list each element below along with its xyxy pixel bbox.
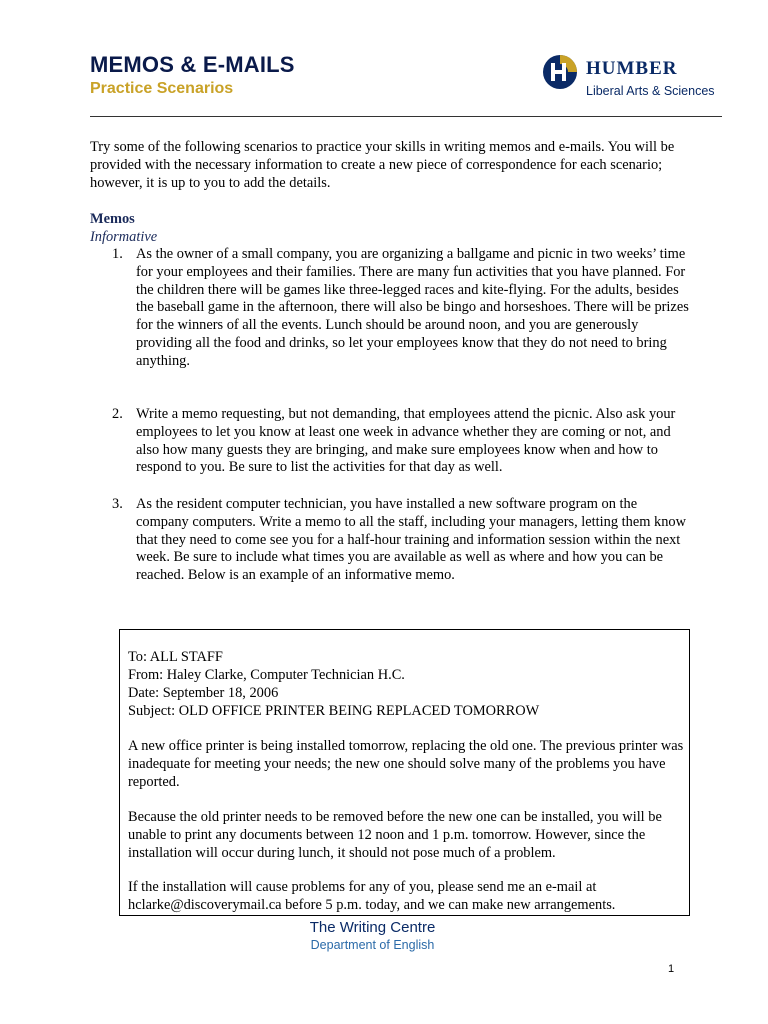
list-item-text: As the owner of a small company, you are organizing a ballgame and picnic in two weeks’ time for your employees and their families. There are many fun activities that you have planned. For the children there will be games like three-legged races and kite-flying. For the adults, besides the baseball game in the afternoon, there will also be bingo and horseshoes. There will be prizes for the winners of all the events. Lunch should be around noon, and you are generously providing all the food and drinks, so let your employees know that they do not need to bring anything. <box>136 246 689 369</box>
list-item-number: 2. <box>112 406 123 422</box>
humber-logo <box>540 52 730 100</box>
document-title: MEMOS & E-MAILS <box>90 52 295 77</box>
memo-paragraph: A new office printer is being installed tomorrow, replacing the old one. The previous printer was inadequate for meeting your needs; the new one should solve many of the problems you have reported. <box>128 738 684 790</box>
list-item-number: 1. <box>112 246 123 262</box>
list-item-text: As the resident computer technician, you have installed a new software program on the company computers. Write a memo to all the staff, including your managers, letting them know that they need to come see you for a half-hour training and information session within the next week. Be sure to include what times you are available as well as where and how you can be reached. Below is an example of an informative memo. <box>136 496 686 584</box>
humber-logo-icon <box>540 52 580 92</box>
memo-paragraph: If the installation will cause problems for any of you, please send me an e-mail at hclarke@discoverymail.ca before 5 p.m. today, and we can make new arrangements. <box>128 879 616 913</box>
memo-subject: Subject: OLD OFFICE PRINTER BEING REPLACED TOMORROW <box>128 703 540 719</box>
memo-date: Date: September 18, 2006 <box>128 685 279 701</box>
memo-to: To: ALL STAFF <box>128 649 223 665</box>
list-item-number: 3. <box>112 496 123 512</box>
example-memo <box>119 629 690 916</box>
footer-title: The Writing Centre <box>309 919 436 936</box>
page-number: 1 <box>668 963 675 975</box>
logo-name: HUMBER <box>586 58 678 79</box>
memo-from: From: Haley Clarke, Computer Technician H.C. <box>128 667 405 683</box>
header-divider <box>90 116 722 117</box>
section-subheading: Informative <box>90 229 158 245</box>
list-item-text: Write a memo requesting, but not demanding, that employees attend the picnic. Also ask your employees to let you know at least one week in advance whether they are coming or not, and also how many guests they are bringing, and make sure employees know when and how to respond to you. Be sure to list the activities for that day as well. <box>136 406 676 476</box>
memo-paragraph: Because the old printer needs to be removed before the new one can be installed, you will be unable to print any documents between 12 noon and 1 p.m. tomorrow. However, since the installation will occur during lunch, it should not pose much of a problem. <box>128 809 662 861</box>
intro-paragraph: Try some of the following scenarios to practice your skills in writing memos and e-mails. You will be provided with the necessary information to create a new piece of correspondence for each scenario; however, it is up to you to add the details. <box>90 139 675 191</box>
footer-subtitle: Department of English <box>310 938 435 952</box>
section-heading: Memos <box>90 211 135 227</box>
document-subtitle: Practice Scenarios <box>90 80 234 97</box>
logo-subtitle: Liberal Arts & Sciences <box>586 84 715 98</box>
